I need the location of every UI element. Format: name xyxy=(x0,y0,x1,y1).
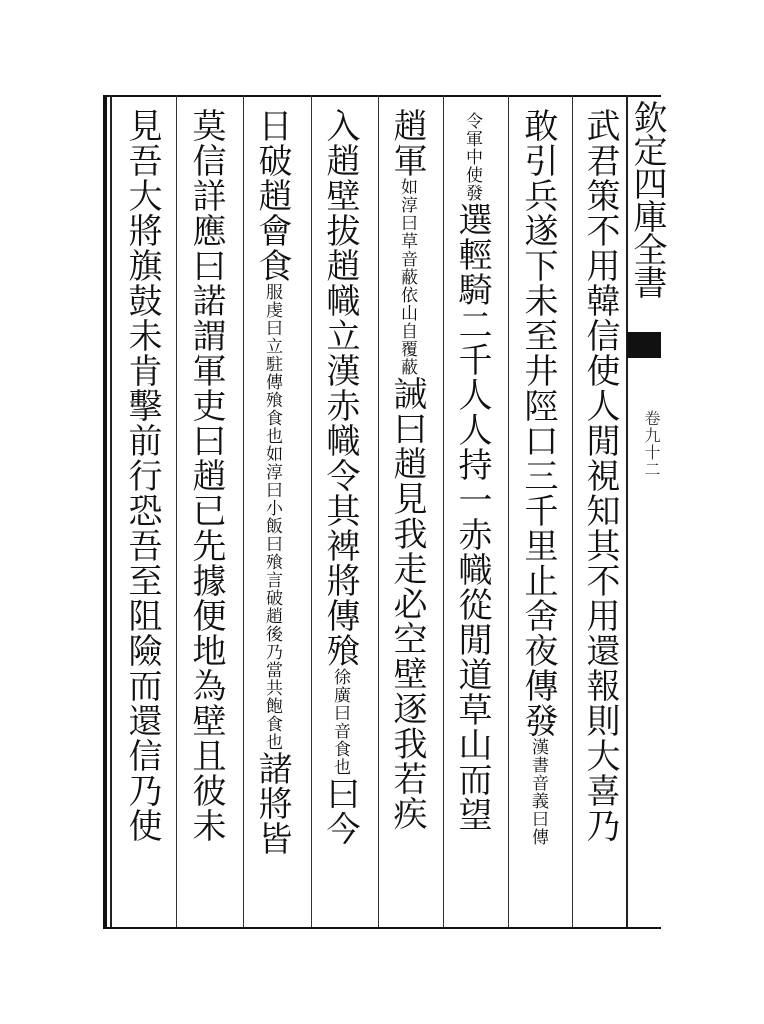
note-line-b: 飯曰飱言破趙後乃當共飽食也 xyxy=(262,517,282,751)
text-column-2 xyxy=(518,108,558,846)
column-rule xyxy=(176,95,177,927)
commentary-note xyxy=(398,178,416,376)
main-text: 誡曰趙見我走必空壁逐我若疾 xyxy=(387,376,427,831)
main-text: 莫信詳應曰諾謂軍吏曰趙已先據便地為壁且彼未 xyxy=(186,108,226,843)
main-text: 諸將皆 xyxy=(252,751,292,856)
column-rule xyxy=(243,95,244,927)
column-rule xyxy=(572,95,573,927)
text-column-7 xyxy=(186,108,226,843)
commentary-note xyxy=(331,668,349,776)
main-text: 見吾大將旗鼓未肯擊前行恐吾至阻險而還信乃使 xyxy=(122,108,162,843)
column-rule xyxy=(443,95,444,927)
note-line-b: 依山自覆蔽 xyxy=(397,286,417,376)
main-text: 曰今 xyxy=(320,776,360,846)
note-line-a: 徐廣曰 xyxy=(330,668,350,722)
book-title: 欽定四庫全書 xyxy=(627,100,667,298)
column-rule xyxy=(508,95,509,927)
main-text: 日破趙會食 xyxy=(252,108,292,283)
main-text: 選輕騎二千人人持一赤幟從閒道草山而望 xyxy=(452,202,492,832)
note-line-a: 漢書音 xyxy=(528,738,548,792)
text-column-1 xyxy=(580,108,620,843)
commentary-note xyxy=(463,112,481,202)
main-text: 敢引兵遂下未至井陘口三千里止舍夜傳發 xyxy=(518,108,558,738)
fish-tail-mark xyxy=(627,332,661,358)
note-line-b: 義曰傳 xyxy=(528,792,548,846)
text-column-5 xyxy=(320,108,360,846)
frame-left-thin-rule xyxy=(110,95,112,927)
note-line-b: 音食也 xyxy=(330,722,350,776)
note-line-a: 服虔曰立駐傳飱食也如淳曰小 xyxy=(262,283,282,517)
main-text: 趙軍 xyxy=(387,108,427,178)
column-rule xyxy=(378,95,379,927)
volume-number: 卷九十二 xyxy=(642,410,661,478)
note-line-a: 令軍中 xyxy=(462,112,482,166)
text-column-4 xyxy=(387,108,427,831)
frame-left-thick-rule xyxy=(103,95,107,927)
column-rule xyxy=(311,95,312,927)
main-text: 入趙壁拔趙幟立漢赤幟令其裨將傳飱 xyxy=(320,108,360,668)
text-column-6 xyxy=(252,108,292,856)
note-line-a: 如淳曰草音蔽 xyxy=(397,178,417,286)
main-text: 武君策不用韓信使人閒視知其不用還報則大喜乃 xyxy=(580,108,620,843)
commentary-note xyxy=(263,283,281,751)
note-line-b: 使發 xyxy=(462,166,482,202)
text-column-3 xyxy=(452,112,492,832)
text-column-8 xyxy=(122,108,162,843)
commentary-note xyxy=(529,738,547,846)
